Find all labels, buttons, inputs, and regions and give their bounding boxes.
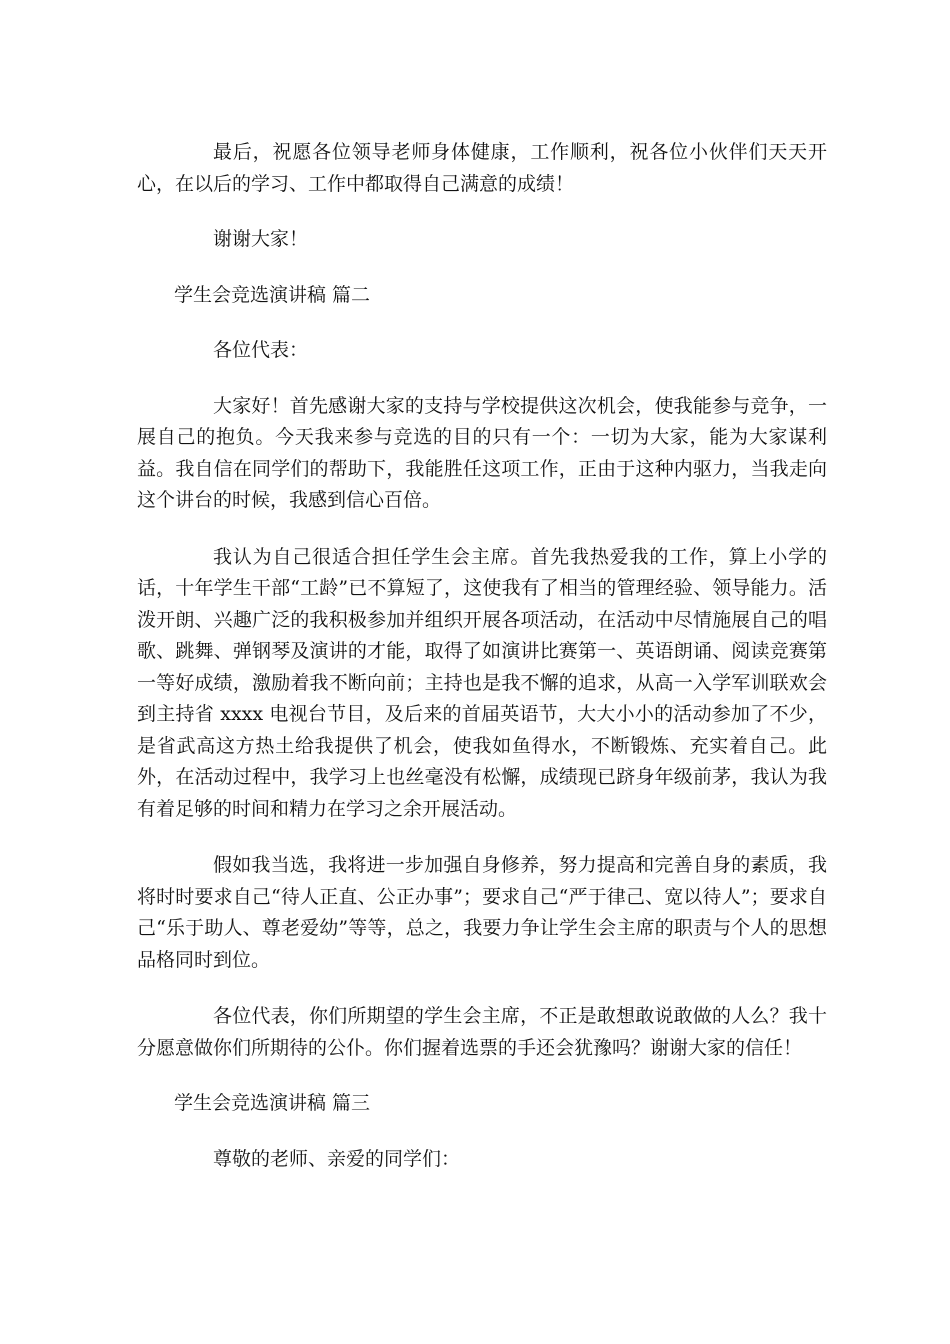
salutation-2: 各位代表： xyxy=(213,339,309,361)
salutation-3: 尊敬的老师、亲爱的同学们： xyxy=(213,1147,461,1170)
section-heading-2: 学生会竞选演讲稿 篇二 xyxy=(174,283,371,306)
closing-paragraph: 最后，祝愿各位领导老师身体健康，工作顺利，祝各位小伙伴们天天开心，在以后的学习、工作中都取得自己满意的成绩！ xyxy=(137,141,827,195)
promise-paragraph-2: 假如我当选，我将进一步加强自身修养，努力提高和完善自身的素质，我将时时要求自己“待人正直、公正办事”；要求自己“严于律己、宽以待人”；要求自己“乐于助人、尊老爱幼”等等，总之，我要力争让学生会主席的职责与个人的思想品格同时到位。 xyxy=(137,854,827,971)
thanks-line: 谢谢大家！ xyxy=(213,228,309,250)
document-body xyxy=(137,137,827,1175)
intro-paragraph-2: 大家好！首先感谢大家的支持与学校提供这次机会，使我能参与竞争，一展自己的抱负。今天我来参与竞选的目的只有一个：一切为大家，能为大家谋利益。我自信在同学们的帮助下，我能胜任这项工作，正由于这种内驱力，当我走向这个讲台的时候，我感到信心百倍。 xyxy=(137,394,827,511)
reason-paragraph-2: 我认为自己很适合担任学生会主席。首先我热爱我的工作，算上小学的话，十年学生干部“工龄”已不算短了，这使我有了相当的管理经验、领导能力。活泼开朗、兴趣广泛的我积极参加并组织开展各项活动，在活动中尽情施展自己的唱歌、跳舞、弹钢琴及演讲的才能，取得了如演讲比赛第一、英语朗诵、阅读竞赛第一等好成绩，激励着我不断向前；主持也是我不懈的追求，从高一入学军训联欢会到主持省 xxxx 电视台节目，及后来的首届英语节，大大小小的活动参加了不少，是省武高这方热土给我提供了机会，使我如鱼得水，不断锻炼、充实着自己。此外，在活动过程中，我学习上也丝毫没有松懈，成绩现已跻身年级前茅，我认为我有着足够的时间和精力在学习之余开展活动。 xyxy=(137,545,827,820)
section-heading-3: 学生会竞选演讲稿 篇三 xyxy=(174,1092,371,1114)
appeal-paragraph-2: 各位代表，你们所期望的学生会主席，不正是敢想敢说敢做的人么？我十分愿意做你们所期待的公仆。你们握着选票的手还会犹豫吗？谢谢大家的信任！ xyxy=(137,1005,827,1059)
